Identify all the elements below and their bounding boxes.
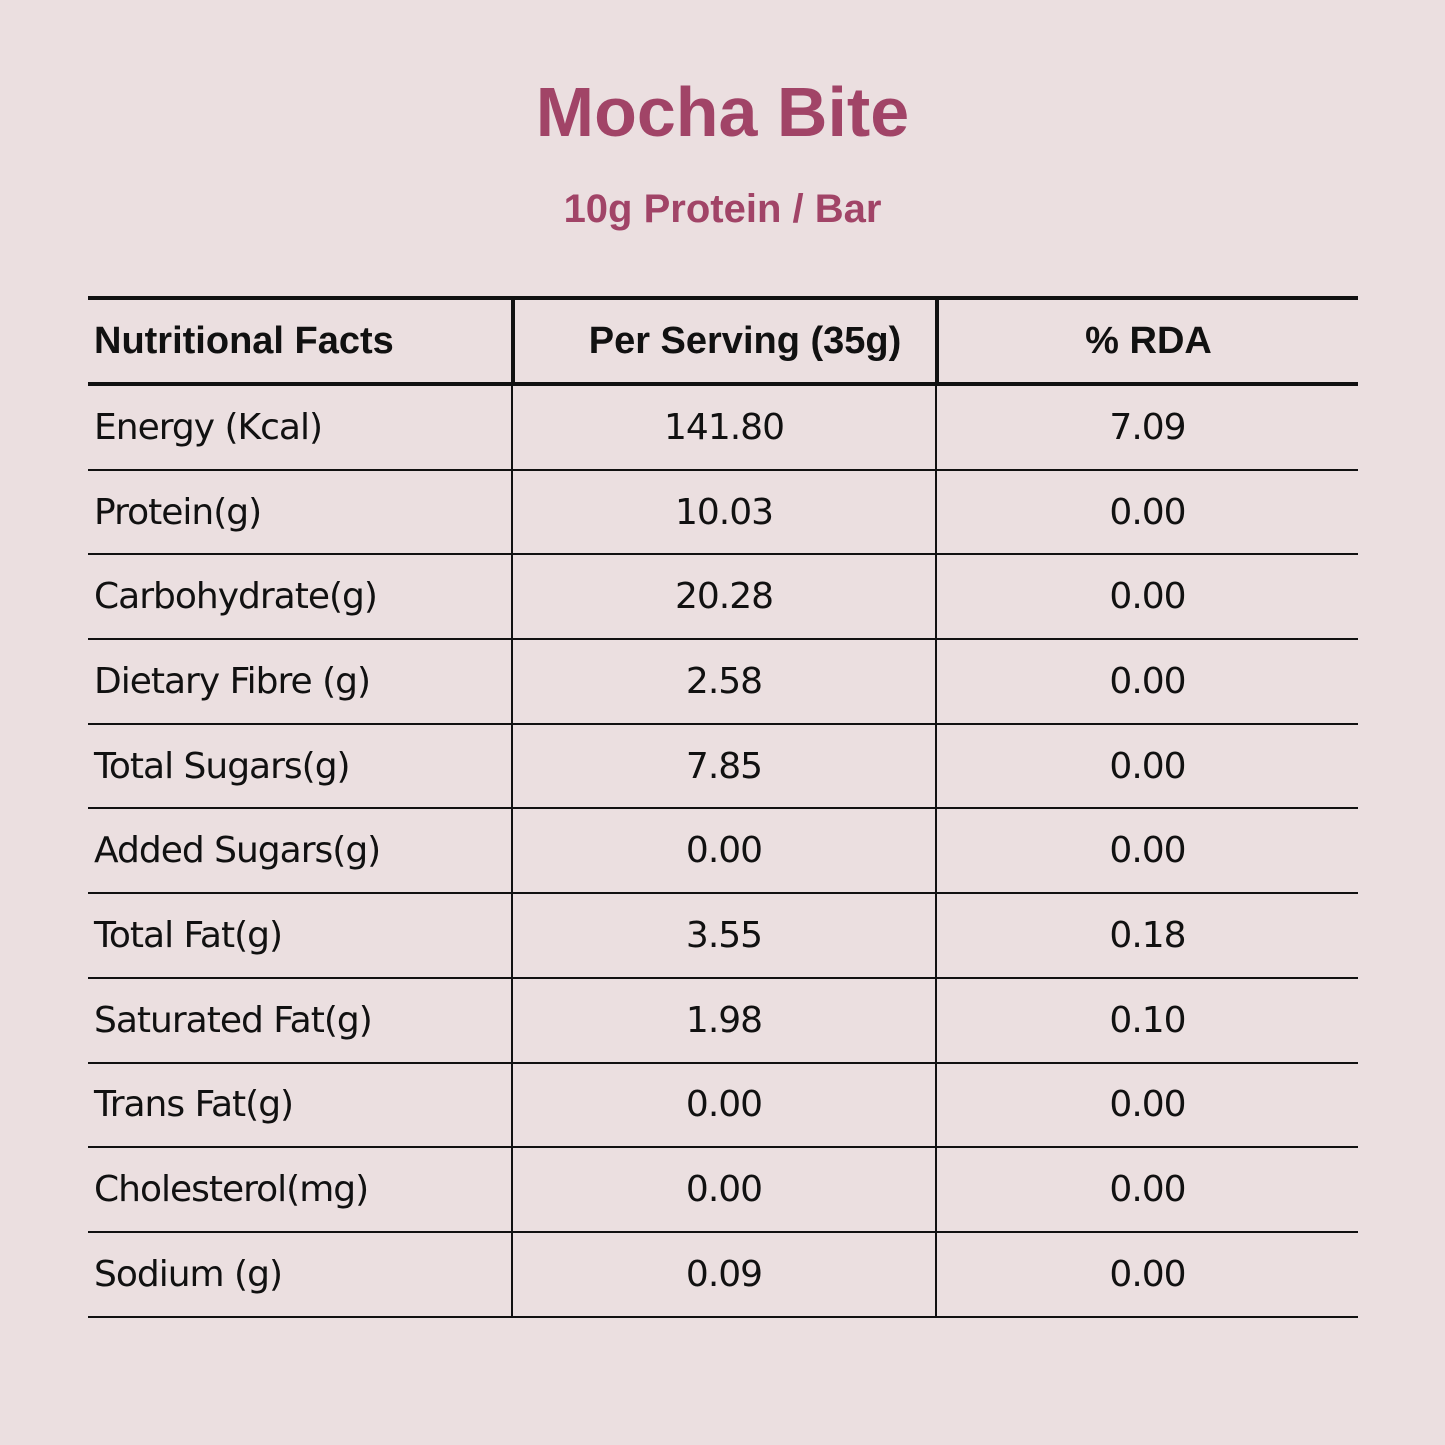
nutrient-name: Total Fat(g)	[94, 914, 283, 956]
nutrition-table	[88, 296, 1358, 1318]
nutrient-name: Added Sugars(g)	[94, 830, 381, 872]
table-header-row	[88, 300, 1358, 386]
nutrient-name: Carbohydrate(g)	[94, 576, 377, 618]
table-row	[88, 386, 1358, 471]
per-serving-value: 141.80	[511, 386, 935, 469]
header-rda: % RDA	[935, 300, 1358, 382]
rda-value: 0.00	[935, 640, 1358, 723]
nutrient-name: Total Sugars(g)	[94, 745, 350, 787]
table-row	[88, 640, 1358, 725]
table-row	[88, 1064, 1358, 1149]
rda-value: 0.00	[935, 725, 1358, 808]
rda-value: 0.00	[935, 1064, 1358, 1147]
nutrient-name: Trans Fat(g)	[94, 1084, 294, 1126]
rda-value: 0.00	[935, 1233, 1358, 1316]
nutrient-name: Dietary Fibre (g)	[94, 660, 371, 702]
nutrient-name: Sodium (g)	[94, 1253, 282, 1295]
nutrient-name: Energy (Kcal)	[94, 406, 323, 448]
per-serving-value: 0.00	[511, 809, 935, 892]
per-serving-value: 3.55	[511, 894, 935, 977]
per-serving-value: 10.03	[511, 471, 935, 554]
header-per-serving: Per Serving (35g)	[511, 300, 935, 382]
table-row	[88, 725, 1358, 810]
table-row	[88, 555, 1358, 640]
per-serving-value: 0.09	[511, 1233, 935, 1316]
table-row	[88, 894, 1358, 979]
per-serving-value: 20.28	[511, 555, 935, 638]
per-serving-value: 2.58	[511, 640, 935, 723]
table-row	[88, 471, 1358, 556]
rda-value: 0.00	[935, 1148, 1358, 1231]
header-nutritional-facts: Nutritional Facts	[94, 319, 394, 362]
table-row	[88, 1148, 1358, 1233]
per-serving-value: 1.98	[511, 979, 935, 1062]
table-row	[88, 1233, 1358, 1318]
product-subtitle: 10g Protein / Bar	[563, 187, 882, 231]
rda-value: 0.10	[935, 979, 1358, 1062]
table-row	[88, 809, 1358, 894]
nutrient-name: Saturated Fat(g)	[94, 999, 372, 1041]
rda-value: 0.18	[935, 894, 1358, 977]
rda-value: 7.09	[935, 386, 1358, 469]
rda-value: 0.00	[935, 809, 1358, 892]
table-row	[88, 979, 1358, 1064]
rda-value: 0.00	[935, 555, 1358, 638]
product-title: Mocha Bite	[535, 73, 910, 151]
rda-value: 0.00	[935, 471, 1358, 554]
per-serving-value: 7.85	[511, 725, 935, 808]
per-serving-value: 0.00	[511, 1148, 935, 1231]
nutrient-name: Cholesterol(mg)	[94, 1169, 369, 1211]
per-serving-value: 0.00	[511, 1064, 935, 1147]
nutrient-name: Protein(g)	[94, 491, 262, 533]
